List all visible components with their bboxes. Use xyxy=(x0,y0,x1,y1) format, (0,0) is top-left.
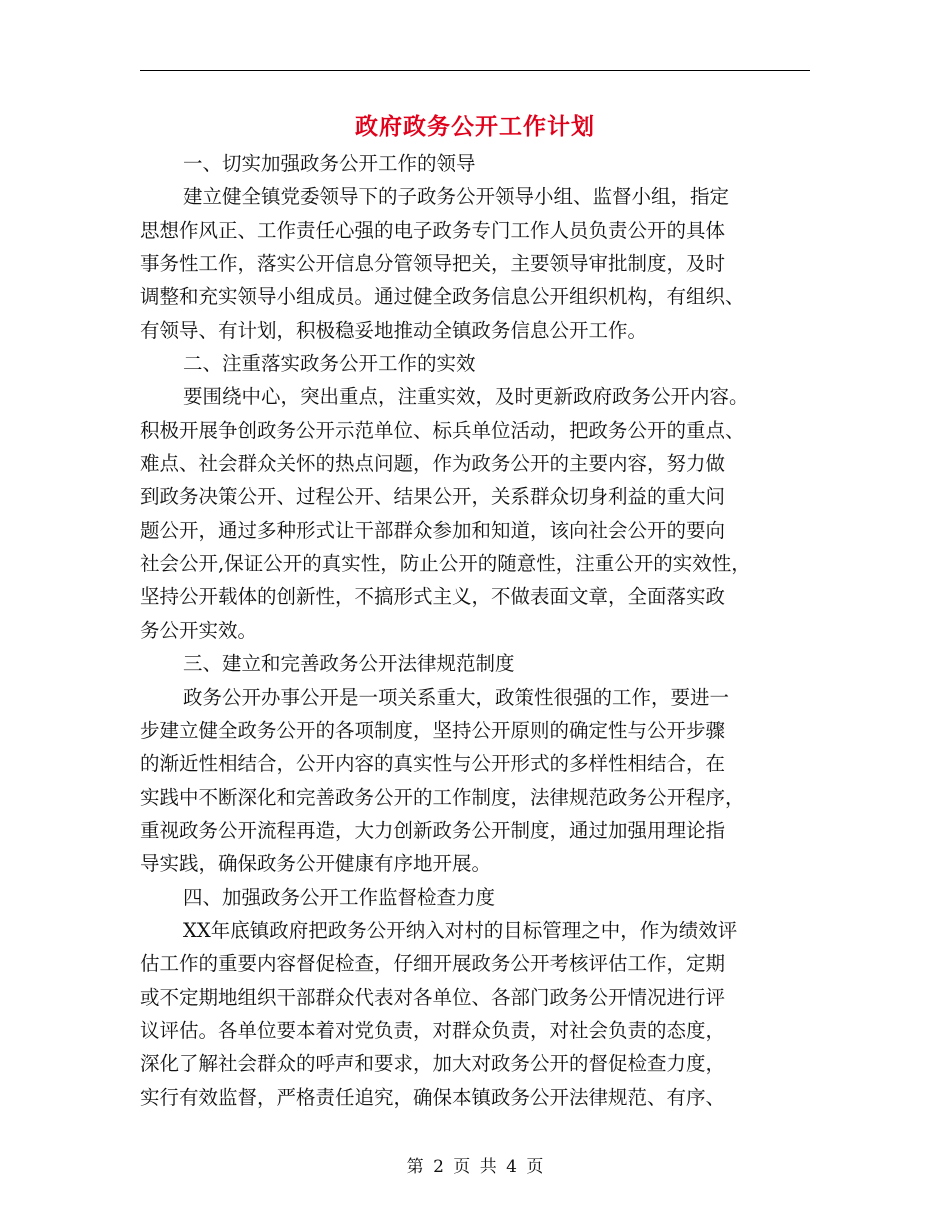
document-body xyxy=(140,147,820,1114)
paragraph-line: 议评估。各单位要本着对党负责，对群众负责，对社会负责的态度， xyxy=(140,1018,726,1042)
header-rule xyxy=(140,70,810,71)
paragraph-line: 估工作的重要内容督促检查，仔细开展政务公开考核评估工作，定期 xyxy=(140,952,726,976)
section-heading: 四、加强政务公开工作监督检查力度 xyxy=(183,885,496,909)
paragraph-line: 或不定期地组织干部群众代表对各单位、各部门政务公开情况进行评 xyxy=(140,985,726,1009)
paragraph-line: XX年底镇政府把政务公开纳入对村的目标管理之中，作为绩效评 xyxy=(183,918,738,942)
paragraph-line: 要围绕中心，突出重点，注重实效，及时更新政府政务公开内容。 xyxy=(183,385,749,409)
paragraph-line: 调整和充实领导小组成员。通过健全政务信息公开组织机构，有组织、 xyxy=(140,285,745,309)
paragraph-line: 思想作风正、工作责任心强的电子政务专门工作人员负责公开的具体 xyxy=(140,218,726,242)
paragraph-line: 坚持公开载体的创新性，不搞形式主义，不做表面文章，全面落实政 xyxy=(140,585,726,609)
paragraph-line: 题公开，通过多种形式让干部群众参加和知道，该向社会公开的要向 xyxy=(140,518,726,542)
paragraph-line: 导实践，确保政务公开健康有序地开展。 xyxy=(140,852,492,876)
paragraph-line: 建立健全镇党委领导下的子政务公开领导小组、监督小组，指定 xyxy=(183,185,730,209)
page-footer: 第 2 页 共 4 页 xyxy=(406,1157,544,1177)
document-title: 政府政务公开工作计划 xyxy=(355,113,595,140)
paragraph-line: 步建立健全政务公开的各项制度，坚持公开原则的确定性与公开步骤 xyxy=(140,718,726,742)
paragraph-line: 难点、社会群众关怀的热点问题，作为政务公开的主要内容，努力做 xyxy=(140,452,726,476)
paragraph-line: 事务性工作，落实公开信息分管领导把关，主要领导审批制度，及时 xyxy=(140,252,726,276)
paragraph-line: 重视政务公开流程再造，大力创新政务公开制度，通过加强用理论指 xyxy=(140,818,726,842)
paragraph-line: 政务公开办事公开是一项关系重大，政策性很强的工作，要进一 xyxy=(183,685,730,709)
section-heading: 二、注重落实政务公开工作的实效 xyxy=(183,352,476,376)
paragraph-line: 有领导、有计划，积极稳妥地推动全镇政务信息公开工作。 xyxy=(140,318,648,342)
paragraph-line: 实践中不断深化和完善政务公开的工作制度，法律规范政务公开程序， xyxy=(140,785,745,809)
paragraph-line: 务公开实效。 xyxy=(140,618,258,642)
section-heading: 一、切实加强政务公开工作的领导 xyxy=(183,152,476,175)
paragraph-line: 积极开展争创政务公开示范单位、标兵单位活动，把政务公开的重点、 xyxy=(140,418,745,442)
paragraph-line: 实行有效监督，严格责任追究，确保本镇政务公开法律规范、有序、 xyxy=(140,1085,726,1109)
paragraph-line: 深化了解社会群众的呼声和要求，加大对政务公开的督促检查力度， xyxy=(140,1052,726,1076)
section-heading: 三、建立和完善政务公开法律规范制度 xyxy=(183,652,515,676)
paragraph-line: 到政务决策公开、过程公开、结果公开，关系群众切身利益的重大问 xyxy=(140,485,726,509)
paragraph-line: 的渐近性相结合，公开内容的真实性与公开形式的多样性相结合，在 xyxy=(140,752,726,776)
paragraph-line: 社会公开,保证公开的真实性，防止公开的随意性，注重公开的实效性， xyxy=(140,552,751,576)
